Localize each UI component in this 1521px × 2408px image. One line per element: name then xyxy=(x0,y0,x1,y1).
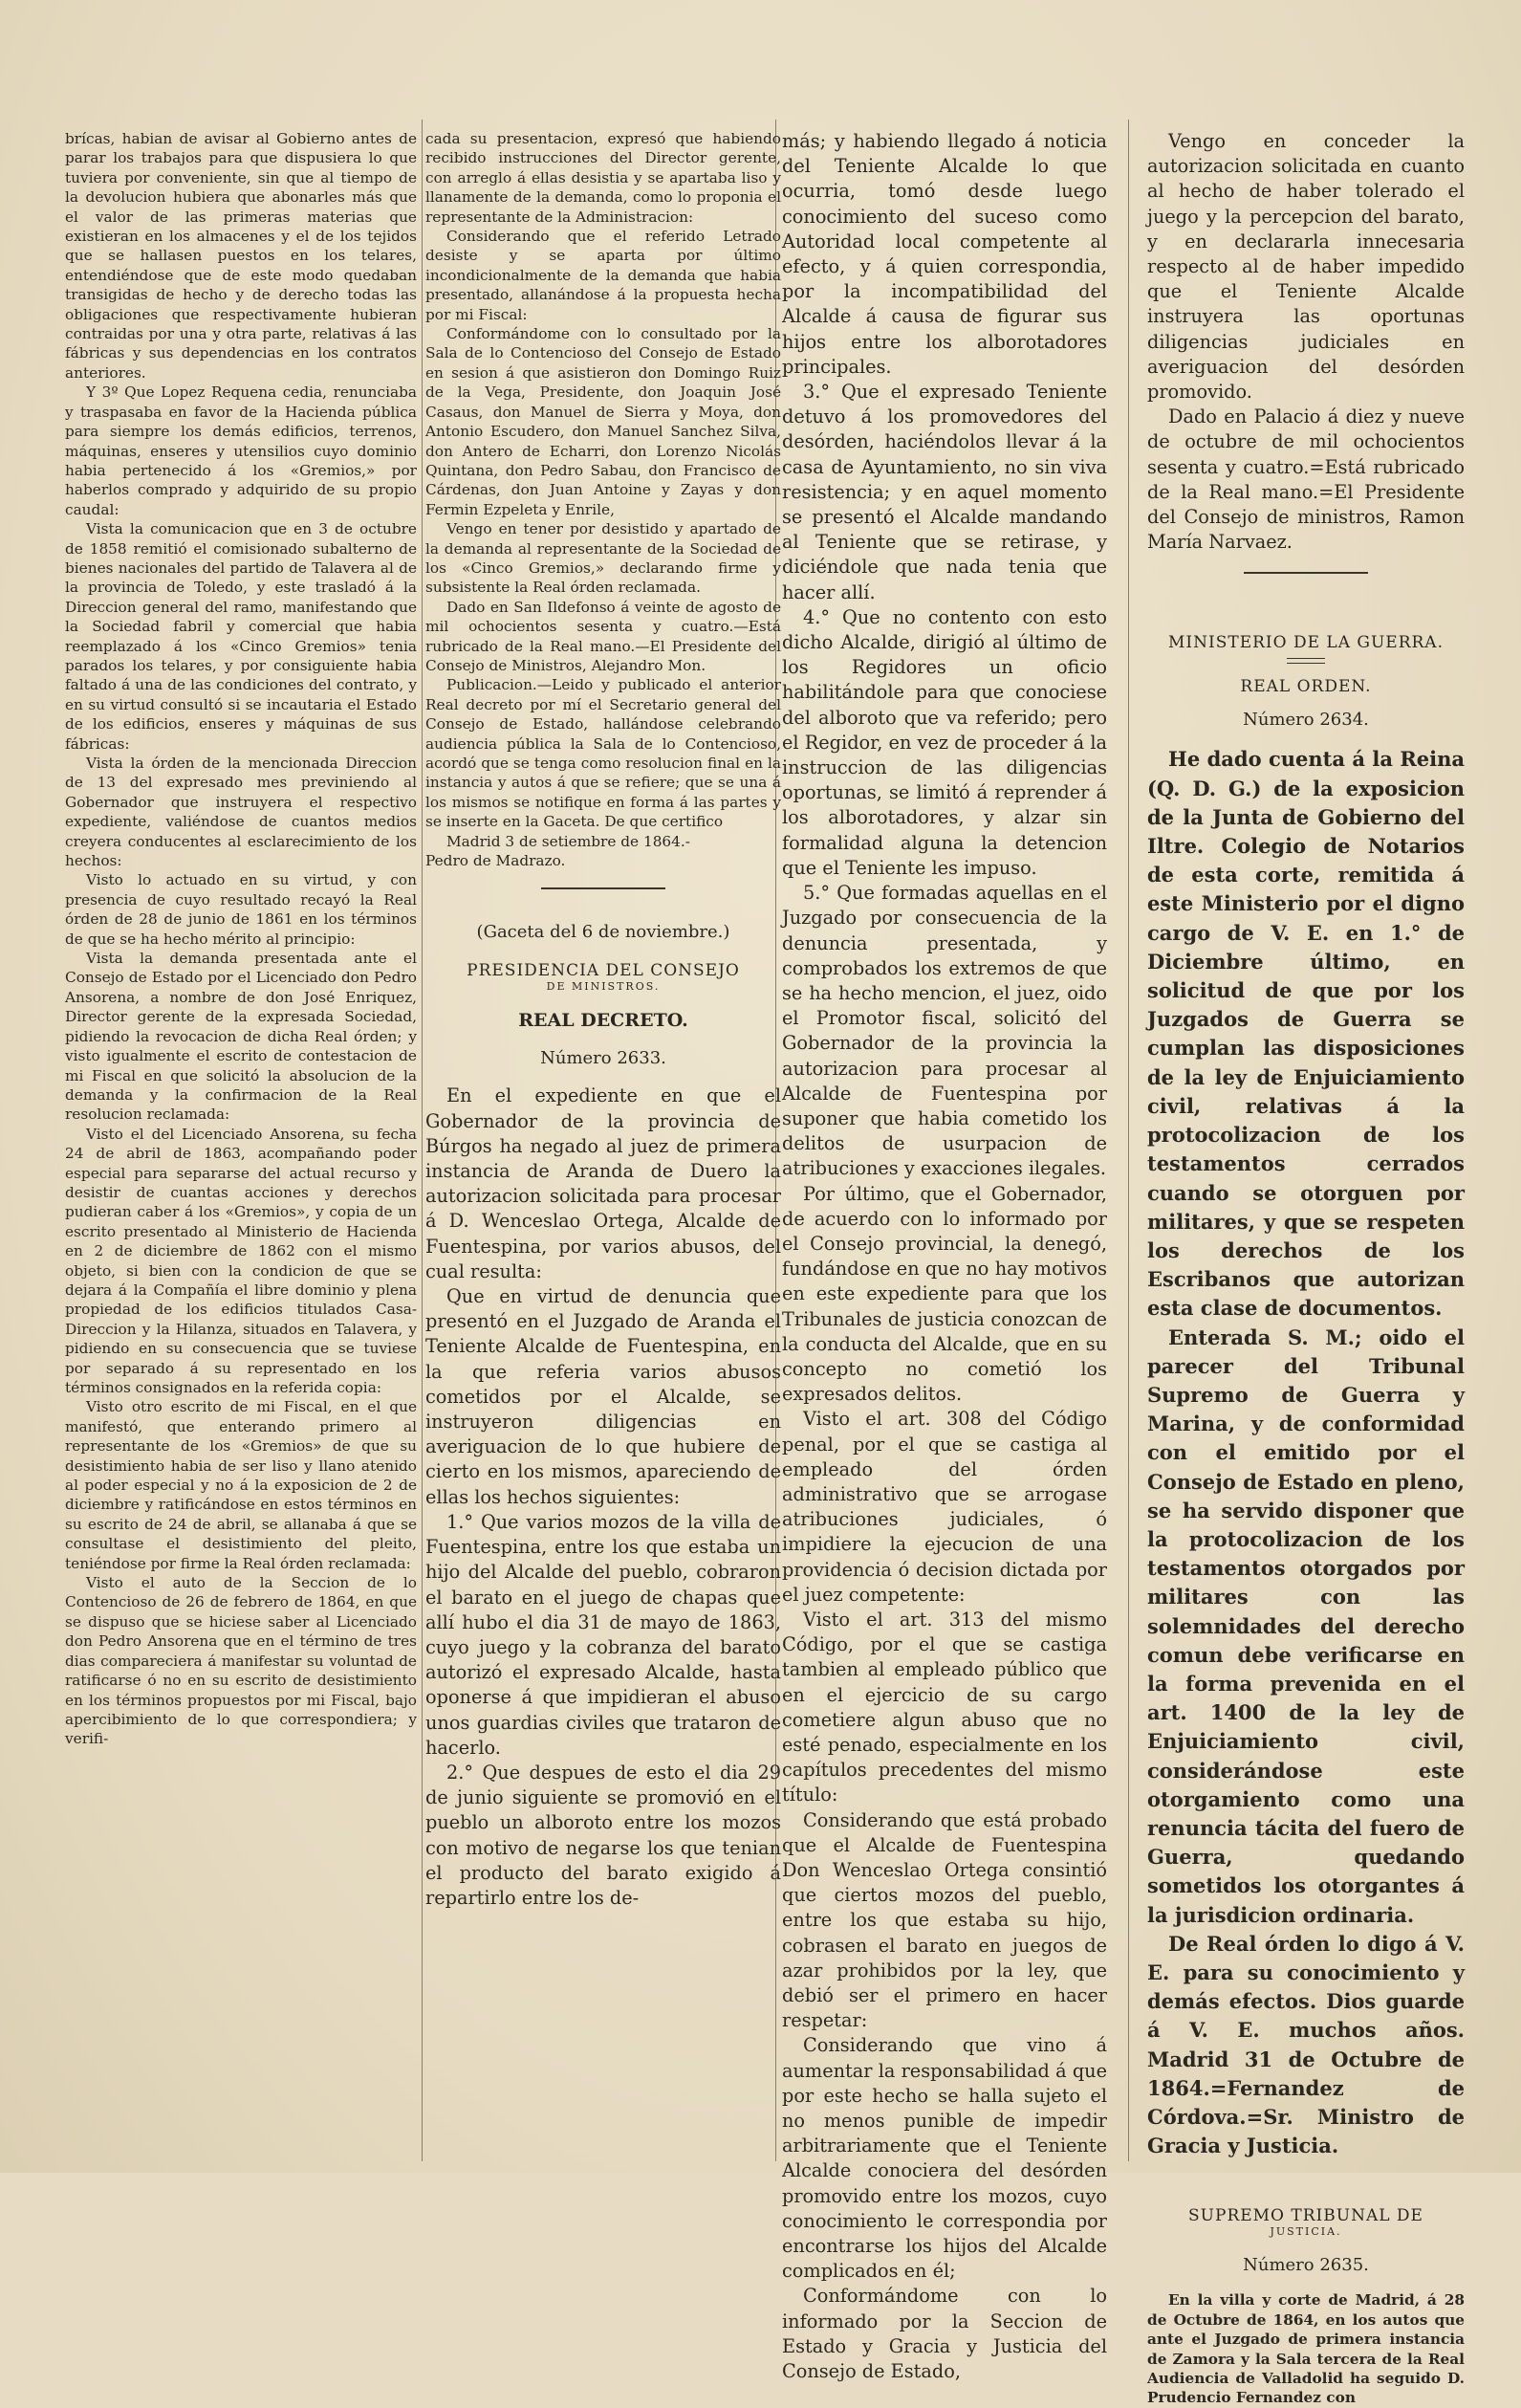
paragraph: Y 3º Que Lopez Requena cedia, renunciaba y traspasaba en favor de la Hacienda pública para siempre los demás edificios, terrenos, máquinas, enseres y utensilios cuyo dominio habia pertenecido á los «Gremios,» por haberlos comprado y adquirido de su propio caudal: xyxy=(65,383,417,518)
decree-title: REAL DECRETO. xyxy=(518,1010,688,1032)
paragraph: He dado cuenta á la Reina (Q. D. G.) de la exposicion de la Junta de Gobierno del Iltre. Colegio de Notarios de esta corte, remitida á este Ministerio por el digno cargo de V. E. en 1.° de Diciembre último, en solicitud de que por los Juzgados de Guerra se cumplan las disposiciones de la ley de Enjuiciamiento civil, relativas á la protocolizacion de los testamentos cerrados cuando se otorguen por militares, y que se respeten los derechos de los Escribanos que autorizan esta clase de documentos. xyxy=(1147,747,1465,1321)
paragraph: Visto el del Licenciado Ansorena, su fecha 24 de abril de 1863, acompañando poder especial para separarse del actual recurso y desistir de cuantas acciones y derechos pudieran caber á los «Gremios», y copia de un escrito presentado al Ministerio de Hacienda en 2 de diciembre de 1862 con el mismo objeto, si bien con la condicion de que se dejara á la Compañía el libre dominio y plena propiedad de los edificios titulados Casa-Direccion y la Hilanza, situados en Talavera, y pidiendo en su consecuencia que se tuviese por separado á su representado en los términos consignados en la referida copia: xyxy=(65,1125,417,1396)
paragraph: Vista la órden de la mencionada Direccion de 13 del expresado mes previniendo al Gobernador que instruyera el respectivo expediente, valiéndose de cuantos medios creyera conducentes al esclarecimiento de los hechos: xyxy=(65,755,417,870)
paragraph: Considerando que vino á aumentar la responsabilidad á que por este hecho se halla sujeto el no menos punible de impedir arbitrariamente que el Teniente Alcalde conociera del desórden promovido entre los mozos, cuyo conocimiento le correspondia por encontrarse los hijos del Alcalde complicados en él; xyxy=(782,2034,1107,2283)
paragraph: brícas, habian de avisar al Gobierno antes de parar los trabajos para que dispusiera lo que tuviera por conveniente, sin que al tiempo de la devolucion hubiera que abonarles más que el valor de las primeras materias que existieran en los almacenes y el de los tejidos que se hallasen puestos en los telares, entendiéndose que de este modo quedaban transigidas de hecho y de derecho todas las obligaciones que respectivamente hubieran contraidas por una y otra parte, relativas á las fábricas y sus dependencias en los contratos anteriores. xyxy=(65,130,417,382)
paragraph: En la villa y corte de Madrid, á 28 de Octubre de 1864, en los autos que ante el Juzgado de primera instancia de Zamora y la Sala tercera de la Real Audiencia de Valladolid ha seguido D. Prudencio Fernandez con xyxy=(1147,2291,1465,2407)
signature: Pedro de Madrazo. xyxy=(425,852,566,870)
paragraph: Vengo en conceder la autorizacion solicitada en cuanto al hecho de haber tolerado el juego y la percepcion del barato, y en declararla innecesaria respecto al de haber impedido que el Teniente Alcalde instruyera las oportunas diligencias judiciales en averiguacion del desórden promovido. xyxy=(1147,130,1465,404)
paragraph: 5.° Que formadas aquellas en el Juzgado por consecuencia de la denuncia presentada, y comprobados los extremos de que se ha hecho mencion, el juez, oido el Promotor fiscal, solicitó del Gobernador de la provincia la autorizacion para procesar al Alcalde de Fuentespina por suponer que habia cometido los delitos de usurpacion de atribuciones y exacciones ilegales. xyxy=(782,882,1107,1180)
paragraph: En el expediente en que el Gobernador de la provincia de Búrgos ha negado al juez de primera instancia de Aranda de Duero la autorizacion solicitada para procesar á D. Wenceslao Ortega, Alcalde de Fuentespina, por varios abusos, del cual resulta: xyxy=(425,1084,781,1282)
paragraph: Visto el art. 308 del Código penal, por el que se castiga al empleado del órden administrativo que se arrogase atribuciones judiciales, ó impidiere la ejecucion de una providencia ó decision dictada por el juez competente: xyxy=(782,1408,1107,1606)
paragraph: De Real órden lo digo á V. E. para su conocimiento y demás efectos. Dios guarde á V. E. muchos años. Madrid 31 de Octubre de 1864.=Fernandez de Córdova.=Sr. Ministro de Gracia y Justicia. xyxy=(1147,1931,1465,2158)
column-2 xyxy=(425,129,781,2147)
tribunal-heading: SUPREMO TRIBUNAL DE xyxy=(1188,2206,1423,2226)
tribunal-subheading: JUSTICIA. xyxy=(1270,2225,1342,2239)
column-1 xyxy=(65,129,417,2156)
column-rule xyxy=(422,120,423,2161)
paragraph: Conformándome con lo consultado por la Sala de lo Contencioso del Consejo de Estado en sesion á que asistieron don Domingo Ruiz de la Vega, Presidente, don Joaquin José Casaus, don Manuel de Sierra y Moya, don Antonio Escudero, don Manuel Sanchez Silva, don Antero de Echarri, don Lorenzo Nicolás Quintana, don Pedro Sabau, don Francisco de Cárdenas, don Juan Antoine y Zayas y don Fermin Ezpeleta y Enrile, xyxy=(425,325,781,518)
paragraph: más; y habiendo llegado á noticia del Teniente Alcalde lo que ocurria, tomó desde luego conocimiento del suceso como Autoridad local competente al efecto, y á quien correspondia, por la incompatibilidad del Alcalde á causa de figurar sus hijos entre los alborotadores principales. xyxy=(782,130,1107,378)
date-line: Madrid 3 de setiembre de 1864.- xyxy=(446,832,690,850)
paragraph: Dado en San Ildefonso á veinte de agosto de mil ochocientos sesenta y cuatro.—Está rubricado de la Real mano.—El Presidente del Consejo de Ministros, Alejandro Mon. xyxy=(425,598,781,674)
section-divider xyxy=(541,887,665,889)
order-number: Número 2634. xyxy=(1243,710,1369,731)
paragraph: Vista la comunicacion que en 3 de octubre de 1858 remitió el comisionado subalterno de bienes nacionales del partido de Talavera al de la provincia de Toledo, y este trasladó á la Direccion general del ramo, manifestando que la Sociedad fabril y comercial que habia reemplazado á los «Cinco Gremios» tenia parados los telares, y por consiguiente habia faltado á una de las condiciones del contrato, y en su virtud consultó si se incautaria el Estado de los edificios, enseres y máquinas de sus fábricas: xyxy=(65,520,417,753)
paragraph: 4.° Que no contento con esto dicho Alcalde, dirigió al último de los Regidores un oficio habilitándole para que conociese del alboroto que va referido; pero el Regidor, en vez de proceder á la instruccion de las diligencias oportunas, se limitó á reprender á los alborotadores, y alzar sin formalidad alguna la detencion que el Teniente les impuso. xyxy=(782,605,1107,879)
paragraph: Visto otro escrito de mi Fiscal, en el que manifestó, que enterando primero al representante de los «Gremios» de que su desistimiento habia de ser liso y llano atenido al poder especial y no á la exposicion de 2 de diciembre y ratificándose en estos términos en su escrito de 24 de abril, se allanaba á que se consultase el desistimiento del pleito, teniéndose por firme la Real órden reclamada: xyxy=(65,1398,417,1572)
paragraph: Considerando que está probado que el Alcalde de Fuentespina Don Wenceslao Ortega consintió que ciertos mozos del pueblo, entre los que estaba su hijo, cobrasen el barato en juegos de azar prohibidos por la ley, que debió ser el primero en hacer respetar: xyxy=(782,1808,1107,2032)
section-heading: PRESIDENCIA DEL CONSEJO xyxy=(467,961,740,981)
paragraph: 2.° Que despues de esto el dia 29 de junio siguiente se promovió en el pueblo un alboroto entre los mozos con motivo de negarse los que tenian el producto del barato exigido á repartirlo entre los de- xyxy=(425,1761,781,1909)
paragraph: Visto el art. 313 del mismo Código, por el que se castiga tambien al empleado público que en el ejercicio de su cargo cometiere algun abuso que no esté penado, especialmente en los capítulos precedentes del mismo título: xyxy=(782,1608,1107,1806)
sentence-number: Número 2635. xyxy=(1243,2255,1369,2276)
decree-number: Número 2633. xyxy=(540,1048,666,1069)
column-rule xyxy=(1128,120,1129,2161)
paragraph: Vista la demanda presentada ante el Consejo de Estado por el Licenciado don Pedro Ansorena, a nombre de don José Enriquez, Director gerente de la expresada Sociedad, pidiendo la revocacion de dicha Real órden; y visto igualmente el escrito de contestacion de mi Fiscal en que solicitó la absolucion de la demanda y la confirmacion de la Real resolucion reclamada: xyxy=(65,950,417,1124)
gaceta-dateline: (Gaceta del 6 de noviembre.) xyxy=(476,922,730,943)
paragraph: Visto lo actuado en su virtud, y con presencia de cuyo resultado recayó la Real órden de 28 de junio de 1861 en los términos de que se ha hecho mérito al principio: xyxy=(65,871,417,948)
column-4 xyxy=(1147,129,1465,2407)
paragraph: 3.° Que el expresado Teniente detuvo á los promovedores del desórden, haciéndolos llevar á la casa de Ayuntamiento, no sin viva resistencia; y en aquel momento se presentó el Alcalde mandando al Teniente que se retirase, y diciéndole que nada tenia que hacer allí. xyxy=(782,381,1107,603)
paragraph: Por último, que el Gobernador, de acuerdo con lo informado por el Consejo provincial, la denegó, fundándose en que no hay motivos en este expediente para que los Tribunales de justicia conozcan de la conducta del Alcalde, que en su concepto no cometió los expresados delitos. xyxy=(782,1182,1107,1406)
ornament-divider xyxy=(1287,658,1325,664)
ministry-heading: MINISTERIO DE LA GUERRA. xyxy=(1168,633,1444,653)
paragraph: Publicacion.—Leido y publicado el anterior Real decreto por mí el Secretario general del Consejo de Estado, hallándose celebrando audiencia pública la Sala de lo Contencioso, acordó que se tenga como resolucion final en la instancia y autos á que se refiere; que se una á los mismos se notifique en forma á las partes y se inserte en la Gaceta. De que certifico xyxy=(425,676,781,831)
section-subheading: DE MINISTROS. xyxy=(546,980,661,994)
paragraph: cada su presentacion, expresó que habiendo recibido instrucciones del Director gerente, con arreglo á ellas desistia y se apartaba liso y llanamente de la demanda, como lo proponia el representante de la Administracion: xyxy=(425,130,781,226)
paragraph: Conformándome con lo informado por la Seccion de Estado y Gracia y Justicia del Consejo de Estado, xyxy=(782,2285,1107,2383)
order-title: REAL ORDEN. xyxy=(1240,677,1372,697)
paragraph: Vengo en tener por desistido y apartado de la demanda al representante de la Sociedad de los «Cinco Gremios,» declarando firme y subsistente la Real órden reclamada. xyxy=(425,520,781,597)
paragraph: Que en virtud de denuncia que presentó en el Juzgado de Aranda el Teniente Alcalde de Fuentespina, en la que referia varios abusos cometidos por el Alcalde, se instruyeron diligencias en averiguacion de lo que hubiere de cierto en los mismos, apareciendo de ellas los hechos siguientes: xyxy=(425,1285,781,1508)
paragraph: Visto el auto de la Seccion de lo Contencioso de 26 de febrero de 1864, en que se dispuso que se hiciese saber al Licenciado don Pedro Ansorena que en el término de tres dias compareciera á manifestar su voluntad de ratificarse ó no en su escrito de desistimiento en los términos propuestos por mi Fiscal, bajo apercibimiento de lo que correspondiera; y verifi- xyxy=(65,1574,417,1748)
paragraph: Dado en Palacio á diez y nueve de octubre de mil ochocientos sesenta y cuatro.=Está rubricado de la Real mano.=El Presidente del Consejo de ministros, Ramon María Narvaez. xyxy=(1147,405,1465,554)
paragraph: Enterada S. M.; oido el parecer del Tribunal Supremo de Guerra y Marina, y de conformidad con el emitido por el Consejo de Estado en pleno, se ha servido disponer que la protocolizacion de los testamentos otorgados por militares con las solemnidades del derecho comun debe verificarse en la forma prevenida en el art. 1400 de la ley de Enjuiciamiento civil, considerándose este otorgamiento como una renuncia tácita del fuero de Guerra, quedando sometidos los otorgantes á la jurisdicion ordinaria. xyxy=(1147,1324,1465,1927)
section-divider xyxy=(1244,572,1368,574)
column-3 xyxy=(782,129,1107,2383)
paragraph: 1.° Que varios mozos de la villa de Fuentespina, entre los que estaba un hijo del Alcalde del pueblo, cobraron el barato en el juego de chapas que allí hubo el dia 31 de mayo de 1863, cuyo juego y la cobranza del barato autorizó el expresado Alcalde, hasta oponerse á que impidieran el abuso unos guardias civiles que trataron de hacerlo. xyxy=(425,1510,781,1759)
paragraph: Considerando que el referido Letrado desiste y se aparta por último incondicionalmente de la demanda que habia presentado, allanándose á la propuesta hecha por mi Fiscal: xyxy=(425,228,781,323)
